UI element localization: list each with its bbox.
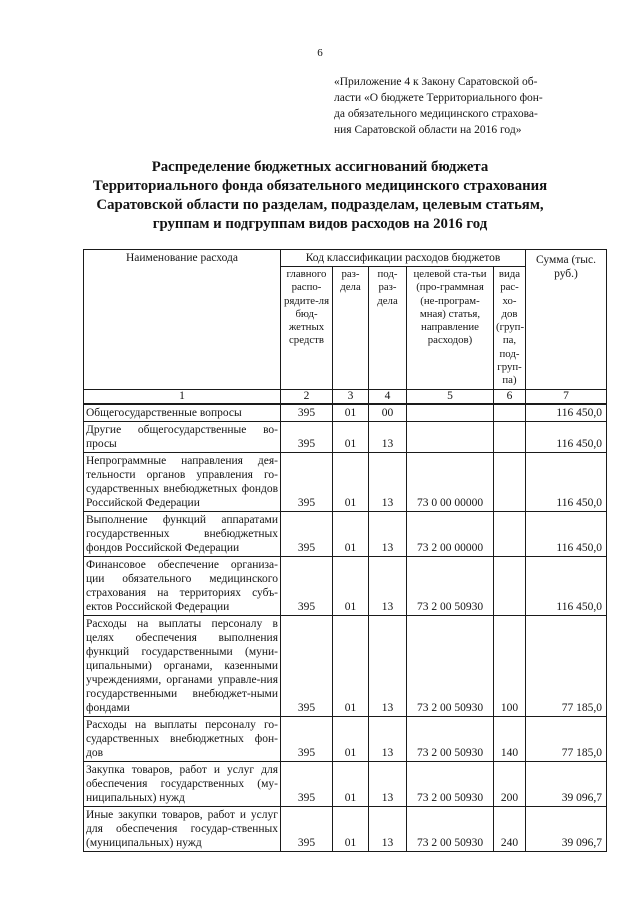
expense-type-code [494, 511, 526, 556]
target-article-code: 73 2 00 50930 [407, 556, 494, 615]
section-code: 01 [333, 716, 369, 761]
amount: 116 450,0 [526, 421, 607, 452]
target-article-code: 73 2 00 00000 [407, 511, 494, 556]
subsection-code: 13 [369, 806, 407, 851]
column-number: 2 [281, 389, 333, 404]
appendix-line: ласти «О бюджете Территориального фон- [334, 92, 543, 104]
main-manager-code: 395 [281, 452, 333, 511]
subsection-code: 13 [369, 761, 407, 806]
table-row [84, 761, 607, 806]
amount: 77 185,0 [526, 615, 607, 716]
section-code: 01 [333, 452, 369, 511]
header-subsection: под-раз-дела [369, 267, 407, 390]
expense-name: Закупка товаров, работ и услуг для обеспечения государственных (му-ниципальных) нужд [84, 761, 281, 806]
column-number: 7 [526, 389, 607, 404]
table-row [84, 806, 607, 851]
header-main-manager: главного распо-рядите-ля бюд-жетных средств [281, 267, 333, 390]
expense-name: Финансовое обеспечение организа-ции обязательного медицинского страхования на территориях субъ-ектов Российской Федерации [84, 556, 281, 615]
section-code: 01 [333, 421, 369, 452]
header-name: Наименование расхода [84, 250, 281, 390]
amount: 77 185,0 [526, 716, 607, 761]
header-expense-type: вида рас-хо-дов (груп-па, под-груп-па) [494, 267, 526, 390]
appendix-line: да обязательного медицинского страхова- [334, 108, 538, 120]
main-manager-code: 395 [281, 806, 333, 851]
header-classification: Код классификации расходов бюджетов [281, 250, 526, 267]
target-article-code [407, 404, 494, 422]
subsection-code: 13 [369, 556, 407, 615]
column-number: 4 [369, 389, 407, 404]
section-code: 01 [333, 556, 369, 615]
column-number: 6 [494, 389, 526, 404]
main-manager-code: 395 [281, 716, 333, 761]
table-row [84, 556, 607, 615]
table-row [84, 511, 607, 556]
expense-type-code [494, 404, 526, 422]
table-row [84, 404, 607, 422]
amount: 39 096,7 [526, 761, 607, 806]
section-code: 01 [333, 615, 369, 716]
target-article-code: 73 0 00 00000 [407, 452, 494, 511]
main-manager-code: 395 [281, 615, 333, 716]
section-code: 01 [333, 404, 369, 422]
appendix-line: «Приложение 4 к Закону Саратовской об- [334, 76, 538, 88]
budget-table [83, 249, 607, 852]
amount: 116 450,0 [526, 404, 607, 422]
target-article-code: 73 2 00 50930 [407, 806, 494, 851]
header-amount: Сумма (тыс. руб.) [526, 250, 607, 390]
subsection-code: 13 [369, 716, 407, 761]
section-code: 01 [333, 761, 369, 806]
amount: 116 450,0 [526, 511, 607, 556]
column-number-row [84, 389, 607, 404]
target-article-code: 73 2 00 50930 [407, 716, 494, 761]
target-article-code: 73 2 00 50930 [407, 615, 494, 716]
subsection-code: 13 [369, 452, 407, 511]
appendix-note [334, 74, 594, 138]
header-section: раз-дела [333, 267, 369, 390]
expense-name: Расходы на выплаты персоналу го-сударственных внебюджетных фон-дов [84, 716, 281, 761]
document-title [0, 158, 640, 234]
main-manager-code: 395 [281, 421, 333, 452]
table-row [84, 615, 607, 716]
page-number: 6 [317, 47, 323, 59]
column-number: 5 [407, 389, 494, 404]
subsection-code: 13 [369, 421, 407, 452]
title-line: Территориального фонда обязательного медицинского страхования [92, 178, 548, 194]
column-number: 1 [84, 389, 281, 404]
subsection-code: 00 [369, 404, 407, 422]
expense-type-code: 140 [494, 716, 526, 761]
main-manager-code: 395 [281, 761, 333, 806]
target-article-code [407, 421, 494, 452]
table-row [84, 716, 607, 761]
title-line: Саратовской области по разделам, подразделам, целевым статьям, [96, 197, 544, 213]
section-code: 01 [333, 511, 369, 556]
expense-type-code: 240 [494, 806, 526, 851]
amount: 116 450,0 [526, 452, 607, 511]
amount: 116 450,0 [526, 556, 607, 615]
appendix-line: ния Саратовской области на 2016 год» [334, 124, 522, 136]
subsection-code: 13 [369, 511, 407, 556]
table-row [84, 452, 607, 511]
expense-name: Иные закупки товаров, работ и услуг для обеспечения государ-ственных (муниципальных) нужд [84, 806, 281, 851]
expense-type-code: 100 [494, 615, 526, 716]
expense-name: Выполнение функций аппаратами государственных внебюджетных фондов Российской Федерации [84, 511, 281, 556]
amount: 39 096,7 [526, 806, 607, 851]
main-manager-code: 395 [281, 556, 333, 615]
expense-name: Непрограммные направления дея-тельности органов управления го-сударственных внебюджетных фондов Российской Федерации [84, 452, 281, 511]
expense-type-code [494, 421, 526, 452]
expense-name: Общегосударственные вопросы [84, 404, 281, 422]
main-manager-code: 395 [281, 404, 333, 422]
title-line: Распределение бюджетных ассигнований бюджета [151, 159, 489, 175]
title-line: группам и подгруппам видов расходов на 2016 год [152, 216, 488, 232]
expense-type-code: 200 [494, 761, 526, 806]
target-article-code: 73 2 00 50930 [407, 761, 494, 806]
expense-type-code [494, 556, 526, 615]
main-manager-code: 395 [281, 511, 333, 556]
subsection-code: 13 [369, 615, 407, 716]
header-target-article: целевой ста-тьи (про-граммная (не-програм-мная) статья, направление расходов) [407, 267, 494, 390]
section-code: 01 [333, 806, 369, 851]
table-row [84, 421, 607, 452]
column-number: 3 [333, 389, 369, 404]
expense-name: Другие общегосударственные во-просы [84, 421, 281, 452]
expense-name: Расходы на выплаты персоналу в целях обеспечения выполнения функций государственными (муни-ципальными) органами, казенными учреждениями, органами управле-ния государственными внебюджет-ными фондами [84, 615, 281, 716]
expense-type-code [494, 452, 526, 511]
